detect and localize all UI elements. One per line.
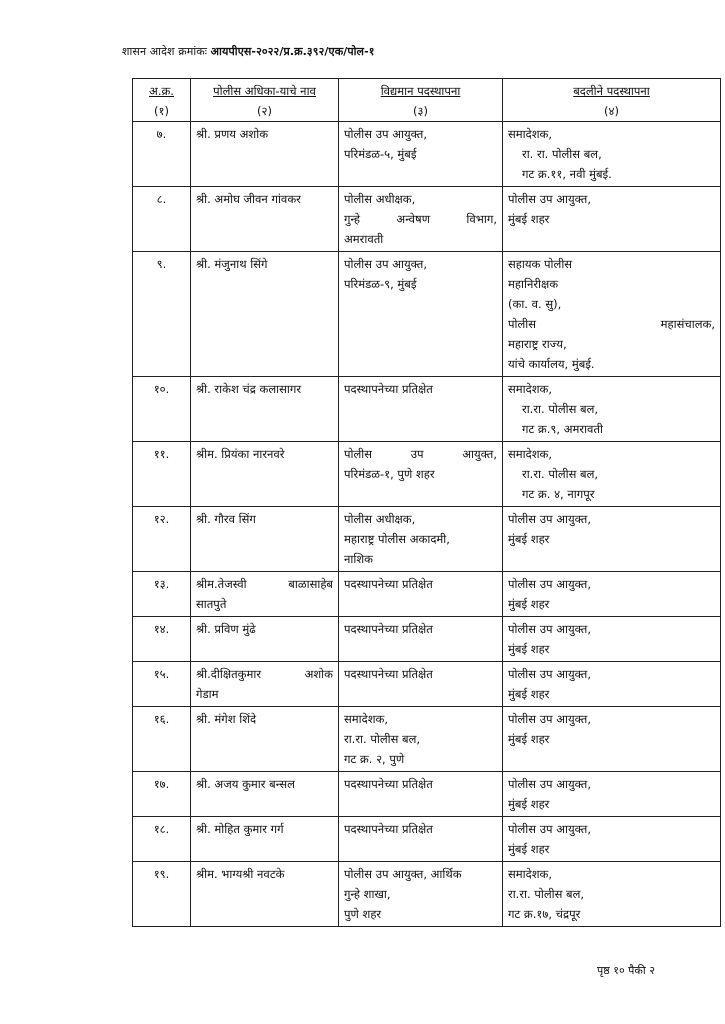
current-posting-cell <box>339 817 503 862</box>
current-posting-cell <box>339 507 503 572</box>
cell-line: गट क्र.१७, चंद्रपूर <box>508 907 581 921</box>
current-posting-cell <box>339 442 503 507</box>
officer-name-cell <box>191 442 339 507</box>
table-row <box>133 122 721 187</box>
cell-line: श्रीम. भाग्यश्री नवटके <box>196 867 285 881</box>
col-header-current-posting: विद्यमान पदस्थापना (३) <box>339 79 503 122</box>
new-posting-cell <box>503 122 721 187</box>
officer-name-cell <box>191 572 339 617</box>
officer-name-cell <box>191 772 339 817</box>
cell-line: पोलीस उप आयुक्त, <box>344 257 428 271</box>
cell-line: पोलीस उप आयुक्त, <box>508 512 592 526</box>
cell-line: पोलीस महासंचालक, <box>508 317 715 331</box>
officer-name-cell <box>191 122 339 187</box>
current-posting-cell <box>339 707 503 772</box>
serial-cell: ७. <box>133 122 191 187</box>
cell-line: महाराष्ट्र पोलीस अकादमी, <box>344 532 450 546</box>
table-row <box>133 707 721 772</box>
cell-line: मुंबई शहर <box>508 797 550 811</box>
cell-line: गट क्र.९, अमरावती <box>522 422 603 436</box>
table-row <box>133 817 721 862</box>
cell-line: श्री. मंगेश शिंदे <box>196 712 257 726</box>
order-number: आयपीएस-२०२२/प्र.क्र.३९२/एक/पोल-१ <box>210 45 375 58</box>
serial-cell: १४. <box>133 617 191 662</box>
cell-line: परिमंडळ-१, पुणे शहर <box>344 467 435 481</box>
table-row <box>133 442 721 507</box>
serial-cell: १३. <box>133 572 191 617</box>
cell-line: रा.रा. पोलीस बल, <box>508 887 585 901</box>
officer-name-cell <box>191 662 339 707</box>
cell-line: पोलीस उप आयुक्त, <box>344 447 497 461</box>
serial-cell: १९. <box>133 862 191 927</box>
table-row <box>133 377 721 442</box>
table-row <box>133 862 721 927</box>
cell-line: समादेशक, <box>508 382 553 396</box>
new-posting-cell <box>503 617 721 662</box>
cell-line: महाराष्ट्र राज्य, <box>508 337 567 351</box>
serial-cell: ८. <box>133 187 191 252</box>
current-posting-cell <box>339 187 503 252</box>
cell-line: श्री. प्रविण मुंढे <box>196 622 256 636</box>
serial-cell: १८. <box>133 817 191 862</box>
cell-line: मुंबई शहर <box>508 597 550 611</box>
col-header-officer-name: पोलीस अधिका-याचे नाव (२) <box>191 79 339 122</box>
officer-name-cell <box>191 707 339 772</box>
current-posting-cell <box>339 572 503 617</box>
table-row <box>133 572 721 617</box>
cell-line: श्री. मंजुनाथ सिंगे <box>196 257 268 271</box>
officer-name-cell <box>191 187 339 252</box>
table-row <box>133 252 721 377</box>
serial-cell: १६. <box>133 707 191 772</box>
new-posting-cell <box>503 772 721 817</box>
cell-line: मुंबई शहर <box>508 732 550 746</box>
cell-line: श्री. राकेश चंद्र कलासागर <box>196 382 302 396</box>
cell-line: यांचे कार्यालय, मुंबई. <box>508 357 595 371</box>
cell-line: मुंबई शहर <box>508 687 550 701</box>
cell-line: पदस्थापनेच्या प्रतिक्षेत <box>344 622 433 636</box>
new-posting-cell <box>503 662 721 707</box>
cell-line: महानिरीक्षक <box>508 277 559 291</box>
table-body <box>133 122 721 927</box>
officer-name-cell <box>191 377 339 442</box>
new-posting-cell <box>503 817 721 862</box>
cell-line: श्री. अमोघ जीवन गांवकर <box>196 192 301 206</box>
cell-line: समादेशक, <box>508 867 553 881</box>
table-header-row <box>133 79 721 122</box>
officer-name-cell <box>191 817 339 862</box>
serial-cell: ९. <box>133 252 191 377</box>
cell-line: श्रीम.तेजस्वी बाळासाहेब <box>196 577 333 591</box>
cell-line: पोलीस उप आयुक्त, <box>344 127 428 141</box>
current-posting-cell <box>339 772 503 817</box>
cell-line: सातपुते <box>196 597 227 611</box>
cell-line: श्रीम. प्रियंका नारनवरे <box>196 447 285 461</box>
col-header-serial: अ.क्र. (१) <box>133 79 191 122</box>
table-row <box>133 507 721 572</box>
cell-line: श्री.दीक्षितकुमार अशोक <box>196 667 333 681</box>
current-posting-cell <box>339 662 503 707</box>
new-posting-cell <box>503 507 721 572</box>
current-posting-cell <box>339 122 503 187</box>
cell-line: परिमंडळ-५, मुंबई <box>344 147 417 161</box>
officer-name-cell <box>191 252 339 377</box>
current-posting-cell <box>339 377 503 442</box>
cell-line: पोलीस अधीक्षक, <box>344 512 416 526</box>
cell-line: मुंबई शहर <box>508 842 550 856</box>
cell-line: रा.रा. पोलीस बल, <box>522 402 599 416</box>
cell-line: श्री. मोहित कुमार गर्ग <box>196 822 284 836</box>
current-posting-cell <box>339 617 503 662</box>
cell-line: पोलीस उप आयुक्त, <box>508 577 592 591</box>
officer-name-cell <box>191 862 339 927</box>
cell-line: अमरावती <box>344 232 384 246</box>
cell-line: पदस्थापनेच्या प्रतिक्षेत <box>344 382 433 396</box>
cell-line: पदस्थापनेच्या प्रतिक्षेत <box>344 577 433 591</box>
new-posting-cell <box>503 862 721 927</box>
cell-line: समादेशक, <box>508 127 553 141</box>
new-posting-cell <box>503 187 721 252</box>
serial-cell: १०. <box>133 377 191 442</box>
cell-line: रा.रा. पोलीस बल, <box>522 467 599 481</box>
cell-line: श्री. अजय कुमार बन्सल <box>196 777 295 791</box>
serial-cell: १२. <box>133 507 191 572</box>
cell-line: नाशिक <box>344 552 373 566</box>
cell-line: पदस्थापनेच्या प्रतिक्षेत <box>344 777 433 791</box>
table-row <box>133 617 721 662</box>
cell-line: (का. व. सु), <box>508 297 562 311</box>
cell-line: पोलीस उप आयुक्त, <box>508 712 592 726</box>
cell-line: पुणे शहर <box>344 907 382 921</box>
cell-line: मुंबई शहर <box>508 532 550 546</box>
cell-line: पोलीस उप आयुक्त, <box>508 822 592 836</box>
transfer-table <box>132 78 721 927</box>
serial-cell: १५. <box>133 662 191 707</box>
officer-name-cell <box>191 507 339 572</box>
cell-line: सहायक पोलीस <box>508 257 573 271</box>
new-posting-cell <box>503 707 721 772</box>
cell-line: गट क्र. २, पुणे <box>344 752 405 766</box>
serial-cell: ११. <box>133 442 191 507</box>
cell-line: समादेशक, <box>344 712 389 726</box>
cell-line: समादेशक, <box>508 447 553 461</box>
table-row <box>133 187 721 252</box>
cell-line: रा. रा. पोलीस बल, <box>522 147 602 161</box>
page-number: पृष्ठ १० पैकी २ <box>597 964 655 977</box>
cell-line: मुंबई शहर <box>508 642 550 656</box>
order-number-header <box>122 44 375 59</box>
cell-line: मुंबई शहर <box>508 212 550 226</box>
cell-line: गुन्हे शाखा, <box>344 887 391 901</box>
new-posting-cell <box>503 442 721 507</box>
table-row <box>133 662 721 707</box>
serial-cell: १७. <box>133 772 191 817</box>
cell-line: गट क्र. ४, नागपूर <box>522 487 595 501</box>
cell-line: परिमंडळ-९, मुंबई <box>344 277 417 291</box>
cell-line: श्री. गौरव सिंग <box>196 512 256 526</box>
order-number-prefix: शासन आदेश क्रमांकः <box>122 45 211 58</box>
col-header-new-posting: बदलीने पदस्थापना (४) <box>503 79 721 122</box>
current-posting-cell <box>339 252 503 377</box>
table-row <box>133 772 721 817</box>
officer-name-cell <box>191 617 339 662</box>
cell-line: रा.रा. पोलीस बल, <box>344 732 421 746</box>
cell-line: पदस्थापनेच्या प्रतिक्षेत <box>344 667 433 681</box>
cell-line: पोलीस उप आयुक्त, <box>508 777 592 791</box>
cell-line: गट क्र.११, नवी मुंबई. <box>522 167 612 181</box>
cell-line: पोलीस उप आयुक्त, <box>508 667 592 681</box>
cell-line: गेडाम <box>196 687 219 701</box>
cell-line: गुन्हे अन्वेषण विभाग, <box>344 212 497 226</box>
cell-line: पोलीस अधीक्षक, <box>344 192 416 206</box>
cell-line: पोलीस उप आयुक्त, <box>508 622 592 636</box>
new-posting-cell <box>503 252 721 377</box>
new-posting-cell <box>503 377 721 442</box>
cell-line: पोलीस उप आयुक्त, आर्थिक <box>344 867 462 881</box>
cell-line: पोलीस उप आयुक्त, <box>508 192 592 206</box>
cell-line: पदस्थापनेच्या प्रतिक्षेत <box>344 822 433 836</box>
cell-line: श्री. प्रणय अशोक <box>196 127 269 141</box>
new-posting-cell <box>503 572 721 617</box>
current-posting-cell <box>339 862 503 927</box>
